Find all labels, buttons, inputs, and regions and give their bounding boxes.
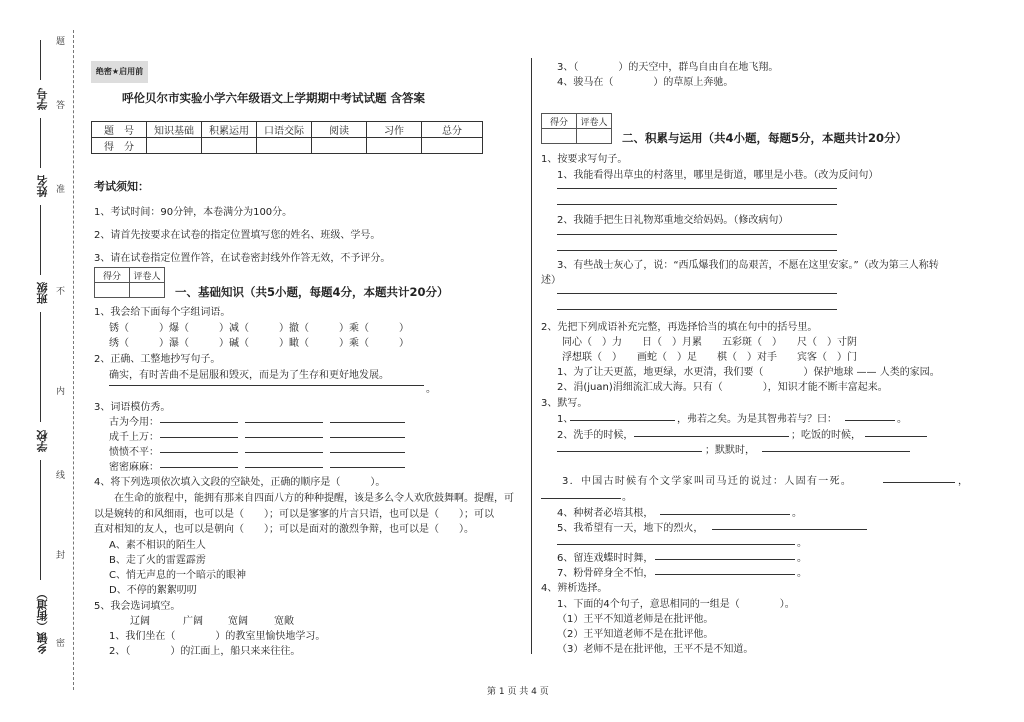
answer-line[interactable] [160,437,238,438]
grader-reviewer-cell[interactable] [577,129,612,144]
option: C、悄无声息的一个暗示的眼神 [109,570,246,581]
answer-line[interactable] [660,514,790,515]
question-line: 1、为了让天更蓝，地更绿，水更清，我们要（ ）保护地球 —— 人类的家园。 [557,367,940,378]
score-header-cell: 积累运用 [202,122,257,138]
answer-line[interactable] [557,188,837,189]
answer-line[interactable] [160,452,238,453]
question-line: 2、我随手把生日礼物郑重地交给妈妈。（修改病句） [557,215,789,226]
score-header-cell: 题 号 [92,122,147,138]
field-student-id: 学号 [36,88,49,110]
binding-dashed-line [73,30,74,690]
grader-score-label: 得分 [542,114,577,129]
answer-line[interactable] [245,452,323,453]
question-line: 3、（ ）的天空中，群鸟自由自在地飞翔。 [557,62,779,73]
section2-title: 二、积累与运用（共4小题，每题5分，本题共计20分） [622,131,908,145]
answer-line[interactable] [655,559,795,560]
question-line: 2、（ ）的江面上，船只来来往往。 [109,646,301,657]
question-line: 5、我希望有一天，地下的烈火， [557,523,704,534]
column-divider [531,58,532,654]
question-line: ；默默时， [705,445,755,456]
grader-reviewer-label: 评卷人 [130,268,165,283]
question-line: 。 [797,568,807,579]
grader-box [94,267,165,298]
question-line: ；吃饭的时候， [791,430,861,441]
answer-line[interactable] [557,293,837,294]
field-name: 姓名 [36,175,49,197]
option: B、走了火的雷霆霹雳 [109,555,206,566]
question-line: 密密麻麻： [109,462,159,473]
answer-line[interactable] [655,574,795,575]
question-line: 1、下面的4个句子，意思相同的一组是（ ）。 [557,599,795,610]
answer-line[interactable] [570,420,675,421]
answer-line[interactable] [245,437,323,438]
question-line: 。 [797,553,807,564]
note-item: 1、考试时间：90分钟，本卷满分为100分。 [94,207,293,218]
score-header-cell: 知识基础 [147,122,202,138]
option: （3）老师不是在批评他，王平不是不知道。 [557,644,754,655]
question-line: 3．中国古时候有个文学家叫司马迁的说过：人固有一死。 [562,476,853,487]
seal-char: 内 [56,387,66,397]
question-line: 1、 [557,414,574,425]
answer-line[interactable] [634,436,789,437]
question-line: ，弗若之矣。为是其智弗若与？曰： [677,414,837,425]
score-cell[interactable] [367,138,422,154]
question-line: 。 [897,414,907,425]
seal-char: 不 [56,287,66,297]
answer-line[interactable] [557,250,837,251]
question: 4、将下列选项依次填入文段的空缺处，正确的顺序是（ ）。 [94,477,386,488]
question-line: 述） [541,275,561,286]
question-line: 7、粉骨碎身全不怕， [557,568,654,579]
question-line: 。 [797,538,807,549]
seal-char: 线 [56,471,66,481]
answer-line[interactable] [762,451,910,452]
seal-char: 封 [56,551,66,561]
answer-line[interactable] [557,309,837,310]
answer-line[interactable] [845,420,895,421]
passage-line: 在生命的旅程中，能拥有那来自四面八方的种种提醒，该是多么令人欢欣鼓舞啊。提醒，可 [94,493,514,504]
answer-line[interactable] [330,437,405,438]
note-item: 2、请首先按要求在试卷的指定位置填写您的姓名、班级、学号。 [94,230,381,241]
question-line: 。 [792,508,802,519]
seal-char: 密 [56,639,66,649]
notes-heading: 考试须知： [94,180,149,193]
binding-line [40,118,41,168]
grader-score-label: 得分 [95,268,130,283]
answer-line[interactable] [330,452,405,453]
word-choice: 辽阔 [130,616,150,627]
answer-line[interactable] [557,234,837,235]
question: 3、词语模仿秀。 [94,402,171,413]
answer-line[interactable] [712,529,867,530]
field-school: 学校 [36,430,49,452]
option: （2）王平知道老师不是在批评他。 [557,629,714,640]
question-line: 绣（ ）瀑（ ）碱（ ）瞰（ ）乘（ ） [109,338,409,349]
score-cell[interactable] [257,138,312,154]
field-township: 乡镇（街道） [36,588,49,654]
question-line: 4、骏马在（ ）的草原上奔驰。 [557,77,734,88]
score-header-cell: 总分 [422,122,483,138]
answer-line[interactable] [245,467,323,468]
score-header-cell: 习作 [367,122,422,138]
question-line: 。 [622,492,632,503]
answer-line[interactable] [557,544,795,545]
binding-line [40,205,41,275]
word-choice: 宽敞 [274,616,294,627]
page-title: 呼伦贝尔市实验小学六年级语文上学期期中考试试题 含答案 [122,91,426,105]
question-line: 愤愤不平： [109,447,159,458]
answer-line[interactable] [883,482,955,483]
grader-score-cell[interactable] [95,283,130,298]
field-class: 班级 [36,282,49,304]
question-line: 1、我能看得出草虫的村落里，哪里是街道，哪里是小巷。（改为反问句） [557,170,879,181]
passage-line: 以是婉转的和风细雨，也可以是（ ）；可以是寥寥的片言只语，也可以是（ ）；可以 [94,509,494,520]
option: D、不停的絮絮叨叨 [109,585,197,596]
grader-box [541,113,612,144]
question-line: 3、有些战士灰心了，说：“西瓜爆我们的岛艰苦，不愿在这里安家。”（改为第三人称转 [557,260,939,271]
seal-char: 答 [56,101,66,111]
option: A、素不相识的陌生人 [109,540,206,551]
grader-reviewer-label: 评卷人 [577,114,612,129]
answer-line[interactable] [109,385,424,386]
question-line: ， [958,476,968,487]
answer-line[interactable] [160,422,238,423]
question-line: 。 [426,384,436,395]
binding-line [40,460,41,580]
question-line: 浮想联（ ） 画蛇（ ）足 棋（ ）对手 宾客（ ）门 [562,352,857,363]
question-line: 古为今用： [109,417,159,428]
question: 4、辨析选择。 [541,583,608,594]
grader-score-cell[interactable] [542,129,577,144]
question-line: 4、种树者必培其根， [557,508,654,519]
score-table [91,121,483,154]
question-line: 1、我们坐在（ ）的教室里愉快地学习。 [109,631,326,642]
answer-line[interactable] [160,467,238,468]
answer-line[interactable] [245,422,323,423]
score-cell[interactable] [147,138,202,154]
word-choice: 宽阔 [228,616,248,627]
question-line: 成千上万： [109,432,159,443]
question: 2、先把下列成语补充完整，再选择恰当的填在句中的括号里。 [541,322,818,333]
score-row-label: 得 分 [92,138,147,154]
score-header-cell: 口语交际 [257,122,312,138]
passage-line: 直对相知的友人，也可以是朝向（ ）；可以是面对的激烈争辩，也可以是（ ）。 [94,524,474,535]
answer-line[interactable] [330,422,405,423]
answer-line[interactable] [541,498,621,499]
question-line: 6、留连戏蝶时时舞， [557,553,654,564]
question: 5、我会选词填空。 [94,601,181,612]
question: 2、正确、工整地抄写句子。 [94,354,221,365]
page-footer: 第 1 页 共 4 页 [487,687,549,697]
confidential-badge: 绝密★启用前 [91,61,148,83]
score-cell[interactable] [312,138,367,154]
score-cell[interactable] [202,138,257,154]
question: 1、我会给下面每个字组词语。 [94,307,231,318]
answer-line[interactable] [557,204,837,205]
score-header-cell: 阅读 [312,122,367,138]
question-line: 同心（ ）力 日（ ）月累 五彩斑（ ） 尺（ ）寸阴 [562,337,857,348]
option: （1）王平不知道老师是在批评他。 [557,614,714,625]
answer-line[interactable] [557,451,702,452]
answer-line[interactable] [330,467,405,468]
word-choice: 广阔 [183,616,203,627]
question-line: 2、洗手的时候， [557,430,634,441]
grader-reviewer-cell[interactable] [130,283,165,298]
score-cell[interactable] [422,138,483,154]
question-line: 锈（ ）爆（ ）减（ ）撤（ ）乘（ ） [109,323,409,334]
question: 3、默写。 [541,398,588,409]
binding-line [40,40,41,80]
seal-char: 准 [56,185,66,195]
question-line: 2、涓(juan)涓细流汇成大海。只有（ ），知识才能不断丰富起来。 [557,382,888,393]
note-item: 3、请在试卷指定位置作答，在试卷密封线外作答无效，不予评分。 [94,253,391,264]
section1-title: 一、基础知识（共5小题，每题4分，本题共计20分） [175,285,449,299]
seal-char: 题 [56,37,66,47]
question: 1、按要求写句子。 [541,154,628,165]
question-line: 确实，有时苦曲不是屈服和毁灭，而是为了生存和更好地发展。 [109,370,389,381]
answer-line[interactable] [865,436,927,437]
binding-line [40,312,41,422]
